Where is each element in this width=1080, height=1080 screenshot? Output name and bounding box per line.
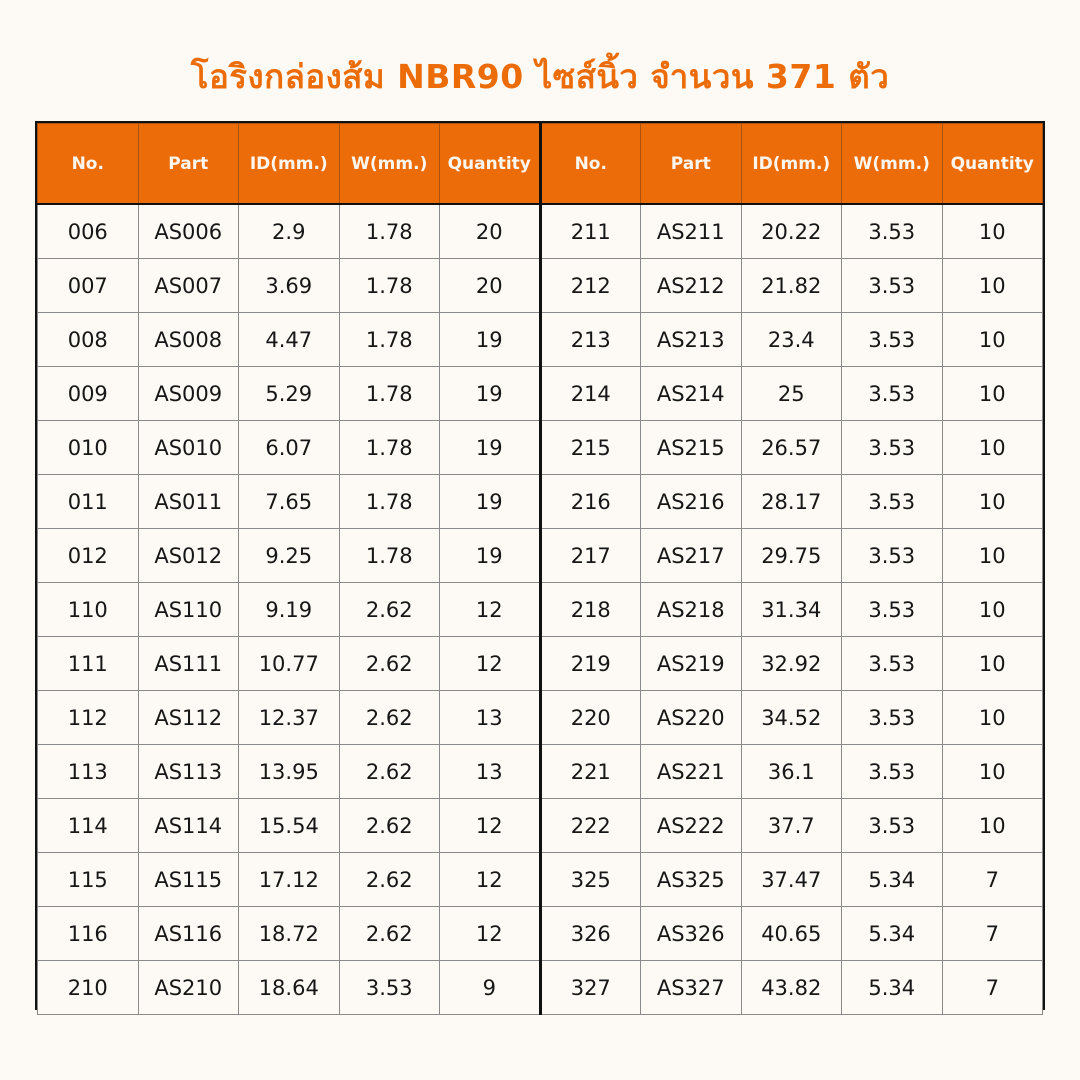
cell-id-mm: 23.4	[741, 313, 842, 367]
cell-quantity: 10	[942, 745, 1043, 799]
table-row	[38, 204, 1043, 259]
cell-no: 011	[38, 475, 139, 529]
column-header-w-mm-right: W(mm.)	[842, 124, 943, 205]
cell-w-mm: 2.62	[339, 799, 440, 853]
table-row	[38, 961, 1043, 1015]
cell-part: AS212	[641, 259, 742, 313]
cell-id-mm: 21.82	[741, 259, 842, 313]
cell-quantity: 12	[440, 583, 541, 637]
cell-quantity: 7	[942, 961, 1043, 1015]
cell-quantity: 19	[440, 421, 541, 475]
cell-w-mm: 1.78	[339, 529, 440, 583]
column-header-id-mm-right: ID(mm.)	[741, 124, 842, 205]
column-header-w-mm-left: W(mm.)	[339, 124, 440, 205]
cell-part: AS115	[138, 853, 239, 907]
table-row	[38, 853, 1043, 907]
cell-part: AS010	[138, 421, 239, 475]
cell-id-mm: 40.65	[741, 907, 842, 961]
table-header-row	[38, 124, 1043, 205]
cell-w-mm: 2.62	[339, 907, 440, 961]
cell-w-mm: 3.53	[842, 259, 943, 313]
column-header-part-right: Part	[641, 124, 742, 205]
cell-part: AS215	[641, 421, 742, 475]
cell-w-mm: 2.62	[339, 745, 440, 799]
cell-no: 009	[38, 367, 139, 421]
table-row	[38, 583, 1043, 637]
cell-w-mm: 5.34	[842, 907, 943, 961]
table-row	[38, 475, 1043, 529]
cell-no: 007	[38, 259, 139, 313]
cell-id-mm: 43.82	[741, 961, 842, 1015]
cell-w-mm: 3.53	[842, 475, 943, 529]
cell-part: AS008	[138, 313, 239, 367]
cell-part: AS113	[138, 745, 239, 799]
cell-no: 326	[540, 907, 641, 961]
cell-no: 008	[38, 313, 139, 367]
cell-quantity: 19	[440, 367, 541, 421]
cell-quantity: 13	[440, 691, 541, 745]
cell-w-mm: 3.53	[842, 583, 943, 637]
cell-no: 110	[38, 583, 139, 637]
cell-quantity: 20	[440, 204, 541, 259]
cell-w-mm: 3.53	[842, 529, 943, 583]
cell-part: AS112	[138, 691, 239, 745]
cell-w-mm: 3.53	[842, 367, 943, 421]
column-header-quantity-left: Quantity	[440, 124, 541, 205]
cell-part: AS111	[138, 637, 239, 691]
cell-quantity: 10	[942, 367, 1043, 421]
cell-part: AS217	[641, 529, 742, 583]
cell-quantity: 10	[942, 529, 1043, 583]
cell-id-mm: 37.47	[741, 853, 842, 907]
cell-id-mm: 25	[741, 367, 842, 421]
cell-id-mm: 3.69	[239, 259, 340, 313]
cell-part: AS211	[641, 204, 742, 259]
cell-id-mm: 34.52	[741, 691, 842, 745]
cell-quantity: 19	[440, 529, 541, 583]
cell-w-mm: 1.78	[339, 367, 440, 421]
cell-id-mm: 9.19	[239, 583, 340, 637]
cell-w-mm: 1.78	[339, 421, 440, 475]
cell-w-mm: 3.53	[842, 313, 943, 367]
cell-id-mm: 28.17	[741, 475, 842, 529]
cell-id-mm: 37.7	[741, 799, 842, 853]
cell-part: AS012	[138, 529, 239, 583]
cell-id-mm: 17.12	[239, 853, 340, 907]
cell-no: 006	[38, 204, 139, 259]
cell-id-mm: 18.72	[239, 907, 340, 961]
cell-id-mm: 9.25	[239, 529, 340, 583]
cell-no: 220	[540, 691, 641, 745]
cell-id-mm: 10.77	[239, 637, 340, 691]
cell-part: AS221	[641, 745, 742, 799]
cell-quantity: 9	[440, 961, 541, 1015]
cell-quantity: 10	[942, 313, 1043, 367]
cell-w-mm: 3.53	[842, 421, 943, 475]
cell-no: 222	[540, 799, 641, 853]
cell-quantity: 10	[942, 691, 1043, 745]
cell-part: AS219	[641, 637, 742, 691]
table-row	[38, 259, 1043, 313]
cell-id-mm: 7.65	[239, 475, 340, 529]
cell-quantity: 10	[942, 799, 1043, 853]
cell-no: 116	[38, 907, 139, 961]
cell-no: 217	[540, 529, 641, 583]
cell-quantity: 7	[942, 907, 1043, 961]
cell-id-mm: 18.64	[239, 961, 340, 1015]
column-header-id-mm-left: ID(mm.)	[239, 124, 340, 205]
cell-part: AS216	[641, 475, 742, 529]
cell-no: 325	[540, 853, 641, 907]
table-row	[38, 529, 1043, 583]
cell-no: 115	[38, 853, 139, 907]
table-row	[38, 691, 1043, 745]
cell-quantity: 12	[440, 799, 541, 853]
column-header-quantity-right: Quantity	[942, 124, 1043, 205]
cell-w-mm: 3.53	[842, 799, 943, 853]
cell-no: 213	[540, 313, 641, 367]
cell-no: 215	[540, 421, 641, 475]
cell-w-mm: 3.53	[842, 204, 943, 259]
cell-no: 114	[38, 799, 139, 853]
cell-id-mm: 32.92	[741, 637, 842, 691]
cell-id-mm: 31.34	[741, 583, 842, 637]
cell-part: AS011	[138, 475, 239, 529]
cell-part: AS213	[641, 313, 742, 367]
column-header-no-left: No.	[38, 124, 139, 205]
cell-quantity: 7	[942, 853, 1043, 907]
cell-w-mm: 3.53	[339, 961, 440, 1015]
cell-id-mm: 15.54	[239, 799, 340, 853]
cell-no: 111	[38, 637, 139, 691]
cell-quantity: 13	[440, 745, 541, 799]
cell-no: 219	[540, 637, 641, 691]
cell-part: AS210	[138, 961, 239, 1015]
cell-no: 010	[38, 421, 139, 475]
cell-no: 212	[540, 259, 641, 313]
cell-quantity: 12	[440, 637, 541, 691]
table-row	[38, 637, 1043, 691]
table-row	[38, 907, 1043, 961]
table-body	[38, 204, 1043, 1015]
cell-id-mm: 4.47	[239, 313, 340, 367]
table-row	[38, 799, 1043, 853]
cell-no: 012	[38, 529, 139, 583]
cell-part: AS116	[138, 907, 239, 961]
cell-part: AS110	[138, 583, 239, 637]
cell-w-mm: 5.34	[842, 961, 943, 1015]
cell-no: 210	[38, 961, 139, 1015]
oring-table	[37, 123, 1043, 1015]
cell-id-mm: 20.22	[741, 204, 842, 259]
cell-quantity: 12	[440, 907, 541, 961]
cell-part: AS326	[641, 907, 742, 961]
cell-quantity: 10	[942, 421, 1043, 475]
cell-no: 112	[38, 691, 139, 745]
table-row	[38, 421, 1043, 475]
table-row	[38, 313, 1043, 367]
column-header-no-right: No.	[540, 124, 641, 205]
cell-w-mm: 1.78	[339, 204, 440, 259]
cell-id-mm: 5.29	[239, 367, 340, 421]
cell-w-mm: 2.62	[339, 583, 440, 637]
cell-part: AS007	[138, 259, 239, 313]
page-title: โอริงกล่องส้ม NBR90 ไซส์นิ้ว จำนวน 371 ตัว	[190, 57, 890, 96]
cell-quantity: 20	[440, 259, 541, 313]
cell-part: AS325	[641, 853, 742, 907]
cell-no: 221	[540, 745, 641, 799]
cell-id-mm: 2.9	[239, 204, 340, 259]
cell-no: 211	[540, 204, 641, 259]
cell-quantity: 10	[942, 475, 1043, 529]
oring-size-table	[35, 121, 1045, 1010]
table-row	[38, 367, 1043, 421]
cell-part: AS327	[641, 961, 742, 1015]
cell-quantity: 19	[440, 313, 541, 367]
cell-part: AS218	[641, 583, 742, 637]
cell-id-mm: 36.1	[741, 745, 842, 799]
cell-id-mm: 12.37	[239, 691, 340, 745]
cell-no: 218	[540, 583, 641, 637]
cell-w-mm: 2.62	[339, 637, 440, 691]
cell-id-mm: 6.07	[239, 421, 340, 475]
cell-quantity: 10	[942, 637, 1043, 691]
cell-w-mm: 2.62	[339, 853, 440, 907]
cell-part: AS006	[138, 204, 239, 259]
cell-part: AS009	[138, 367, 239, 421]
cell-id-mm: 26.57	[741, 421, 842, 475]
cell-no: 216	[540, 475, 641, 529]
table-row	[38, 745, 1043, 799]
cell-part: AS222	[641, 799, 742, 853]
cell-no: 113	[38, 745, 139, 799]
cell-no: 327	[540, 961, 641, 1015]
cell-quantity: 12	[440, 853, 541, 907]
cell-id-mm: 29.75	[741, 529, 842, 583]
cell-w-mm: 2.62	[339, 691, 440, 745]
cell-no: 214	[540, 367, 641, 421]
cell-w-mm: 3.53	[842, 637, 943, 691]
cell-w-mm: 1.78	[339, 475, 440, 529]
cell-quantity: 10	[942, 204, 1043, 259]
cell-id-mm: 13.95	[239, 745, 340, 799]
column-header-part-left: Part	[138, 124, 239, 205]
cell-quantity: 19	[440, 475, 541, 529]
cell-w-mm: 3.53	[842, 745, 943, 799]
cell-w-mm: 1.78	[339, 313, 440, 367]
cell-part: AS114	[138, 799, 239, 853]
cell-w-mm: 1.78	[339, 259, 440, 313]
cell-part: AS220	[641, 691, 742, 745]
cell-part: AS214	[641, 367, 742, 421]
cell-w-mm: 5.34	[842, 853, 943, 907]
cell-quantity: 10	[942, 259, 1043, 313]
cell-quantity: 10	[942, 583, 1043, 637]
cell-w-mm: 3.53	[842, 691, 943, 745]
